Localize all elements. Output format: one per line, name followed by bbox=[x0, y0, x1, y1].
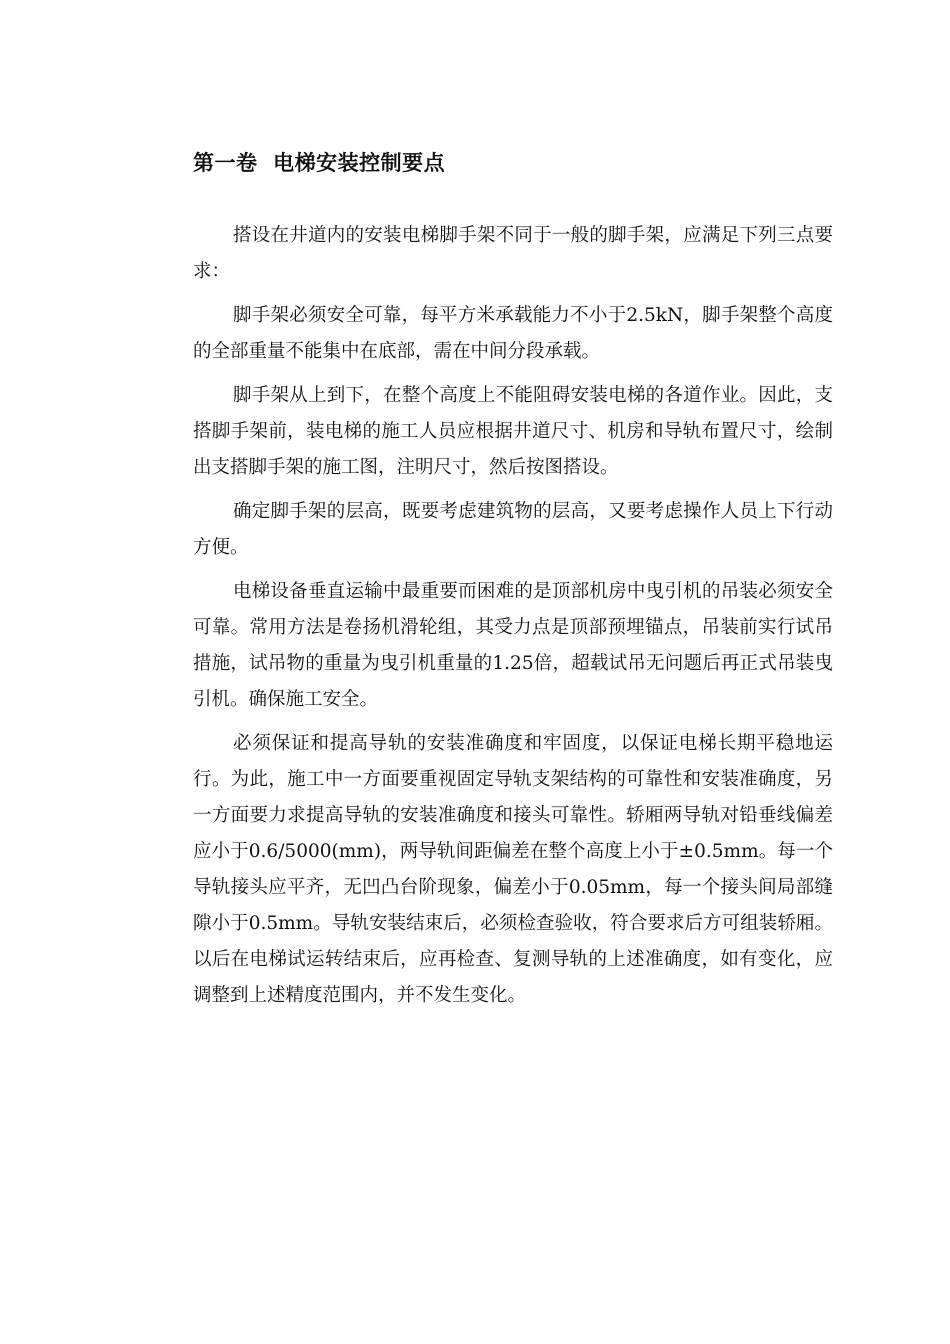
paragraph-scaffold-floor-height: 确定脚手架的层高，既要考虑建筑物的层高，又要考虑操作人员上下行动方便。 bbox=[193, 501, 833, 558]
paragraph-guide-rail-accuracy: 必须保证和提高导轨的安装准确度和牢固度，以保证电梯长期平稳地运行。为此，施工中一方面要重视固定导轨支架结构的可靠性和安装准确度，另一方面要力求提高导轨的安装准确度和接头可靠性。轿厢两导轨对铅垂线偏差应小于0.6/5000(mm)，两导轨间距偏差在整个高度上小于±0.5mm。每一个导轨接头应平齐，无凹凸台阶现象，偏差小于0.05mm，每一个接头间局部缝隙小于0.5mm。导轨安装结束后，必须检查验收，符合要求后方可组装轿厢。以后在电梯试运转结束后，应再检查、复测导轨的上述准确度，如有变化，应调整到上述精度范围内，并不发生变化。 bbox=[193, 733, 833, 1006]
paragraph-scaffold-safety: 脚手架必须安全可靠，每平方米承载能力不小于2.5kN，脚手架整个高度的全部重量不能集中在底部，需在中间分段承载。 bbox=[193, 305, 833, 362]
paragraph-scaffold-drawing: 脚手架从上到下，在整个高度上不能阻碍安装电梯的各道作业。因此，支搭脚手架前，装电梯的施工人员应根据井道尺寸、机房和导轨布置尺寸，绘制出支搭脚手架的施工图，注明尺寸，然后按图搭设。 bbox=[193, 385, 833, 478]
document-text bbox=[193, 218, 833, 1014]
paragraph-traction-machine-hoisting: 电梯设备垂直运输中最重要而困难的是顶部机房中曳引机的吊装必须安全可靠。常用方法是卷扬机滑轮组，其受力点是顶部预埋锚点，吊装前实行试吊措施，试吊物的重量为曳引机重量的1.25倍，超载试吊无问题后再正式吊装曳引机。确保施工安全。 bbox=[193, 581, 833, 710]
paragraph-scaffold-requirements: 搭设在井道内的安装电梯脚手架不同于一般的脚手架，应满足下列三点要求： bbox=[193, 225, 833, 282]
document-body bbox=[193, 146, 833, 1022]
document-title: 第一卷 电梯安装控制要点 bbox=[193, 151, 446, 175]
